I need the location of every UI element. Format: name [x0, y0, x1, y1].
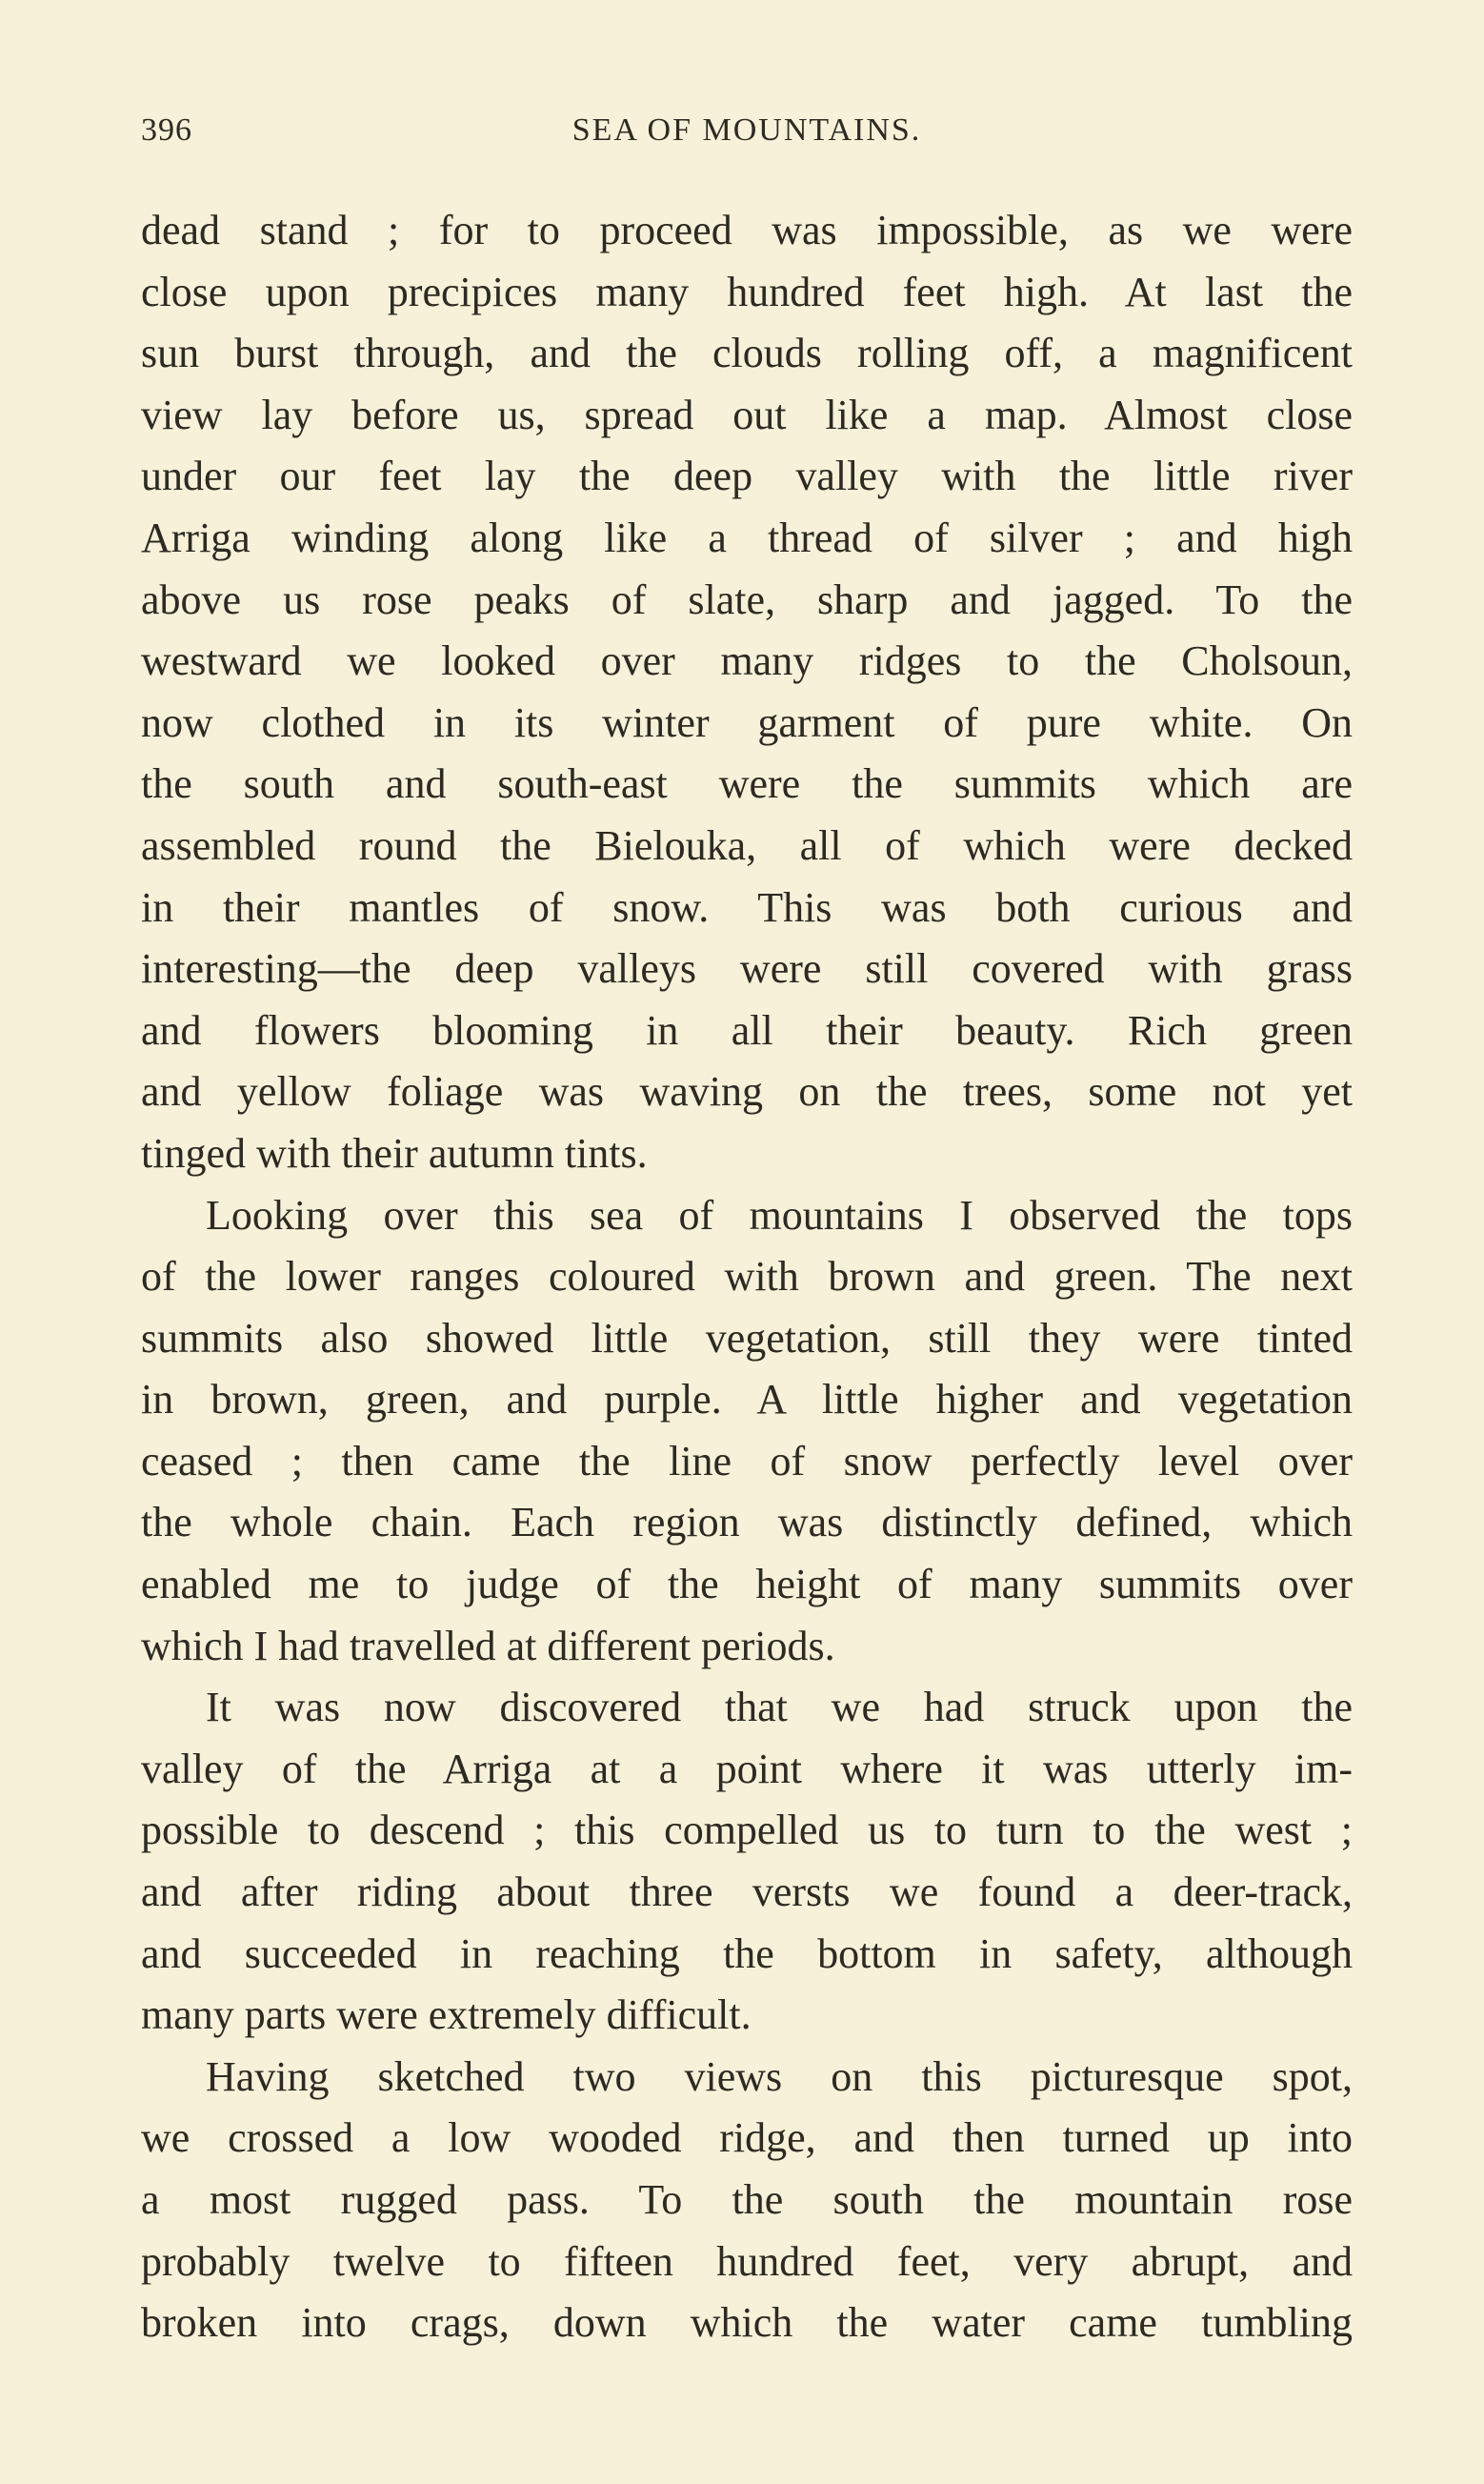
- text-line: broken into crags, down which the water came tumbling: [141, 2299, 1353, 2347]
- text-line: assembled round the Bielouka, all of which were decked: [141, 821, 1353, 869]
- text-line: and yellow foliage was waving on the trees, some not yet: [141, 1068, 1353, 1116]
- text-line: summits also showed little vegetation, still they were tinted: [141, 1314, 1353, 1362]
- text-line: probably twelve to fifteen hundred feet, very abrupt, and: [141, 2237, 1353, 2285]
- text-line: ceased ; then came the line of snow perfectly level over: [141, 1437, 1353, 1484]
- text-line: in brown, green, and purple. A little higher and vegetation: [141, 1376, 1353, 1424]
- text-line: which I had travelled at different periods.: [141, 1622, 835, 1669]
- text-line: view lay before us, spread out like a map. Almost close: [141, 391, 1353, 438]
- text-line: the south and south-east were the summits which are: [141, 760, 1353, 808]
- text-line: dead stand ; for to proceed was impossible, as we were: [141, 207, 1353, 253]
- text-line: a most rugged pass. To the south the mountain rose: [141, 2176, 1353, 2223]
- text-line: now clothed in its winter garment of pure white. On: [141, 698, 1353, 746]
- text-line: Looking over this sea of mountains I observed the tops: [206, 1191, 1353, 1239]
- text-line: It was now discovered that we had struck upon the: [206, 1684, 1353, 1731]
- body-text: [141, 200, 1353, 2354]
- text-line: westward we looked over many ridges to the Cholsoun,: [141, 637, 1353, 685]
- text-line: many parts were extremely difficult.: [141, 1991, 752, 2039]
- text-line: Arriga winding along like a thread of silver ; and high: [141, 514, 1353, 561]
- text-line: close upon precipices many hundred feet high. At last the: [141, 268, 1353, 315]
- page-number: 396: [141, 112, 192, 148]
- text-line: in their mantles of snow. This was both curious and: [141, 883, 1353, 931]
- text-line: above us rose peaks of slate, sharp and jagged. To the: [141, 576, 1353, 623]
- text-line: Having sketched two views on this picturesque spot,: [206, 2052, 1353, 2100]
- text-line: enabled me to judge of the height of many summits over: [141, 1561, 1353, 1608]
- text-line: tinged with their autumn tints.: [141, 1129, 648, 1177]
- text-line: sun burst through, and the clouds rolling off, a magnificent: [141, 330, 1353, 377]
- text-line: of the lower ranges coloured with brown and green. The next: [141, 1253, 1353, 1301]
- text-line: and flowers blooming in all their beauty. Rich green: [141, 1006, 1353, 1054]
- page-header: [141, 112, 1353, 160]
- text-line: under our feet lay the deep valley with the little river: [141, 453, 1353, 500]
- text-line: and succeeded in reaching the bottom in safety, although: [141, 1929, 1353, 1977]
- text-line: the whole chain. Each region was distinctly defined, which: [141, 1499, 1353, 1546]
- text-line: and after riding about three versts we found a deer-track,: [141, 1868, 1353, 1916]
- text-line: valley of the Arriga at a point where it was utterly im-: [141, 1745, 1353, 1792]
- text-line: interesting—the deep valleys were still covered with grass: [141, 945, 1353, 993]
- text-line: we crossed a low wooded ridge, and then turned up into: [141, 2114, 1353, 2162]
- running-title: SEA OF MOUNTAINS.: [572, 112, 922, 148]
- text-line: possible to descend ; this compelled us to turn to the west ;: [141, 1807, 1353, 1854]
